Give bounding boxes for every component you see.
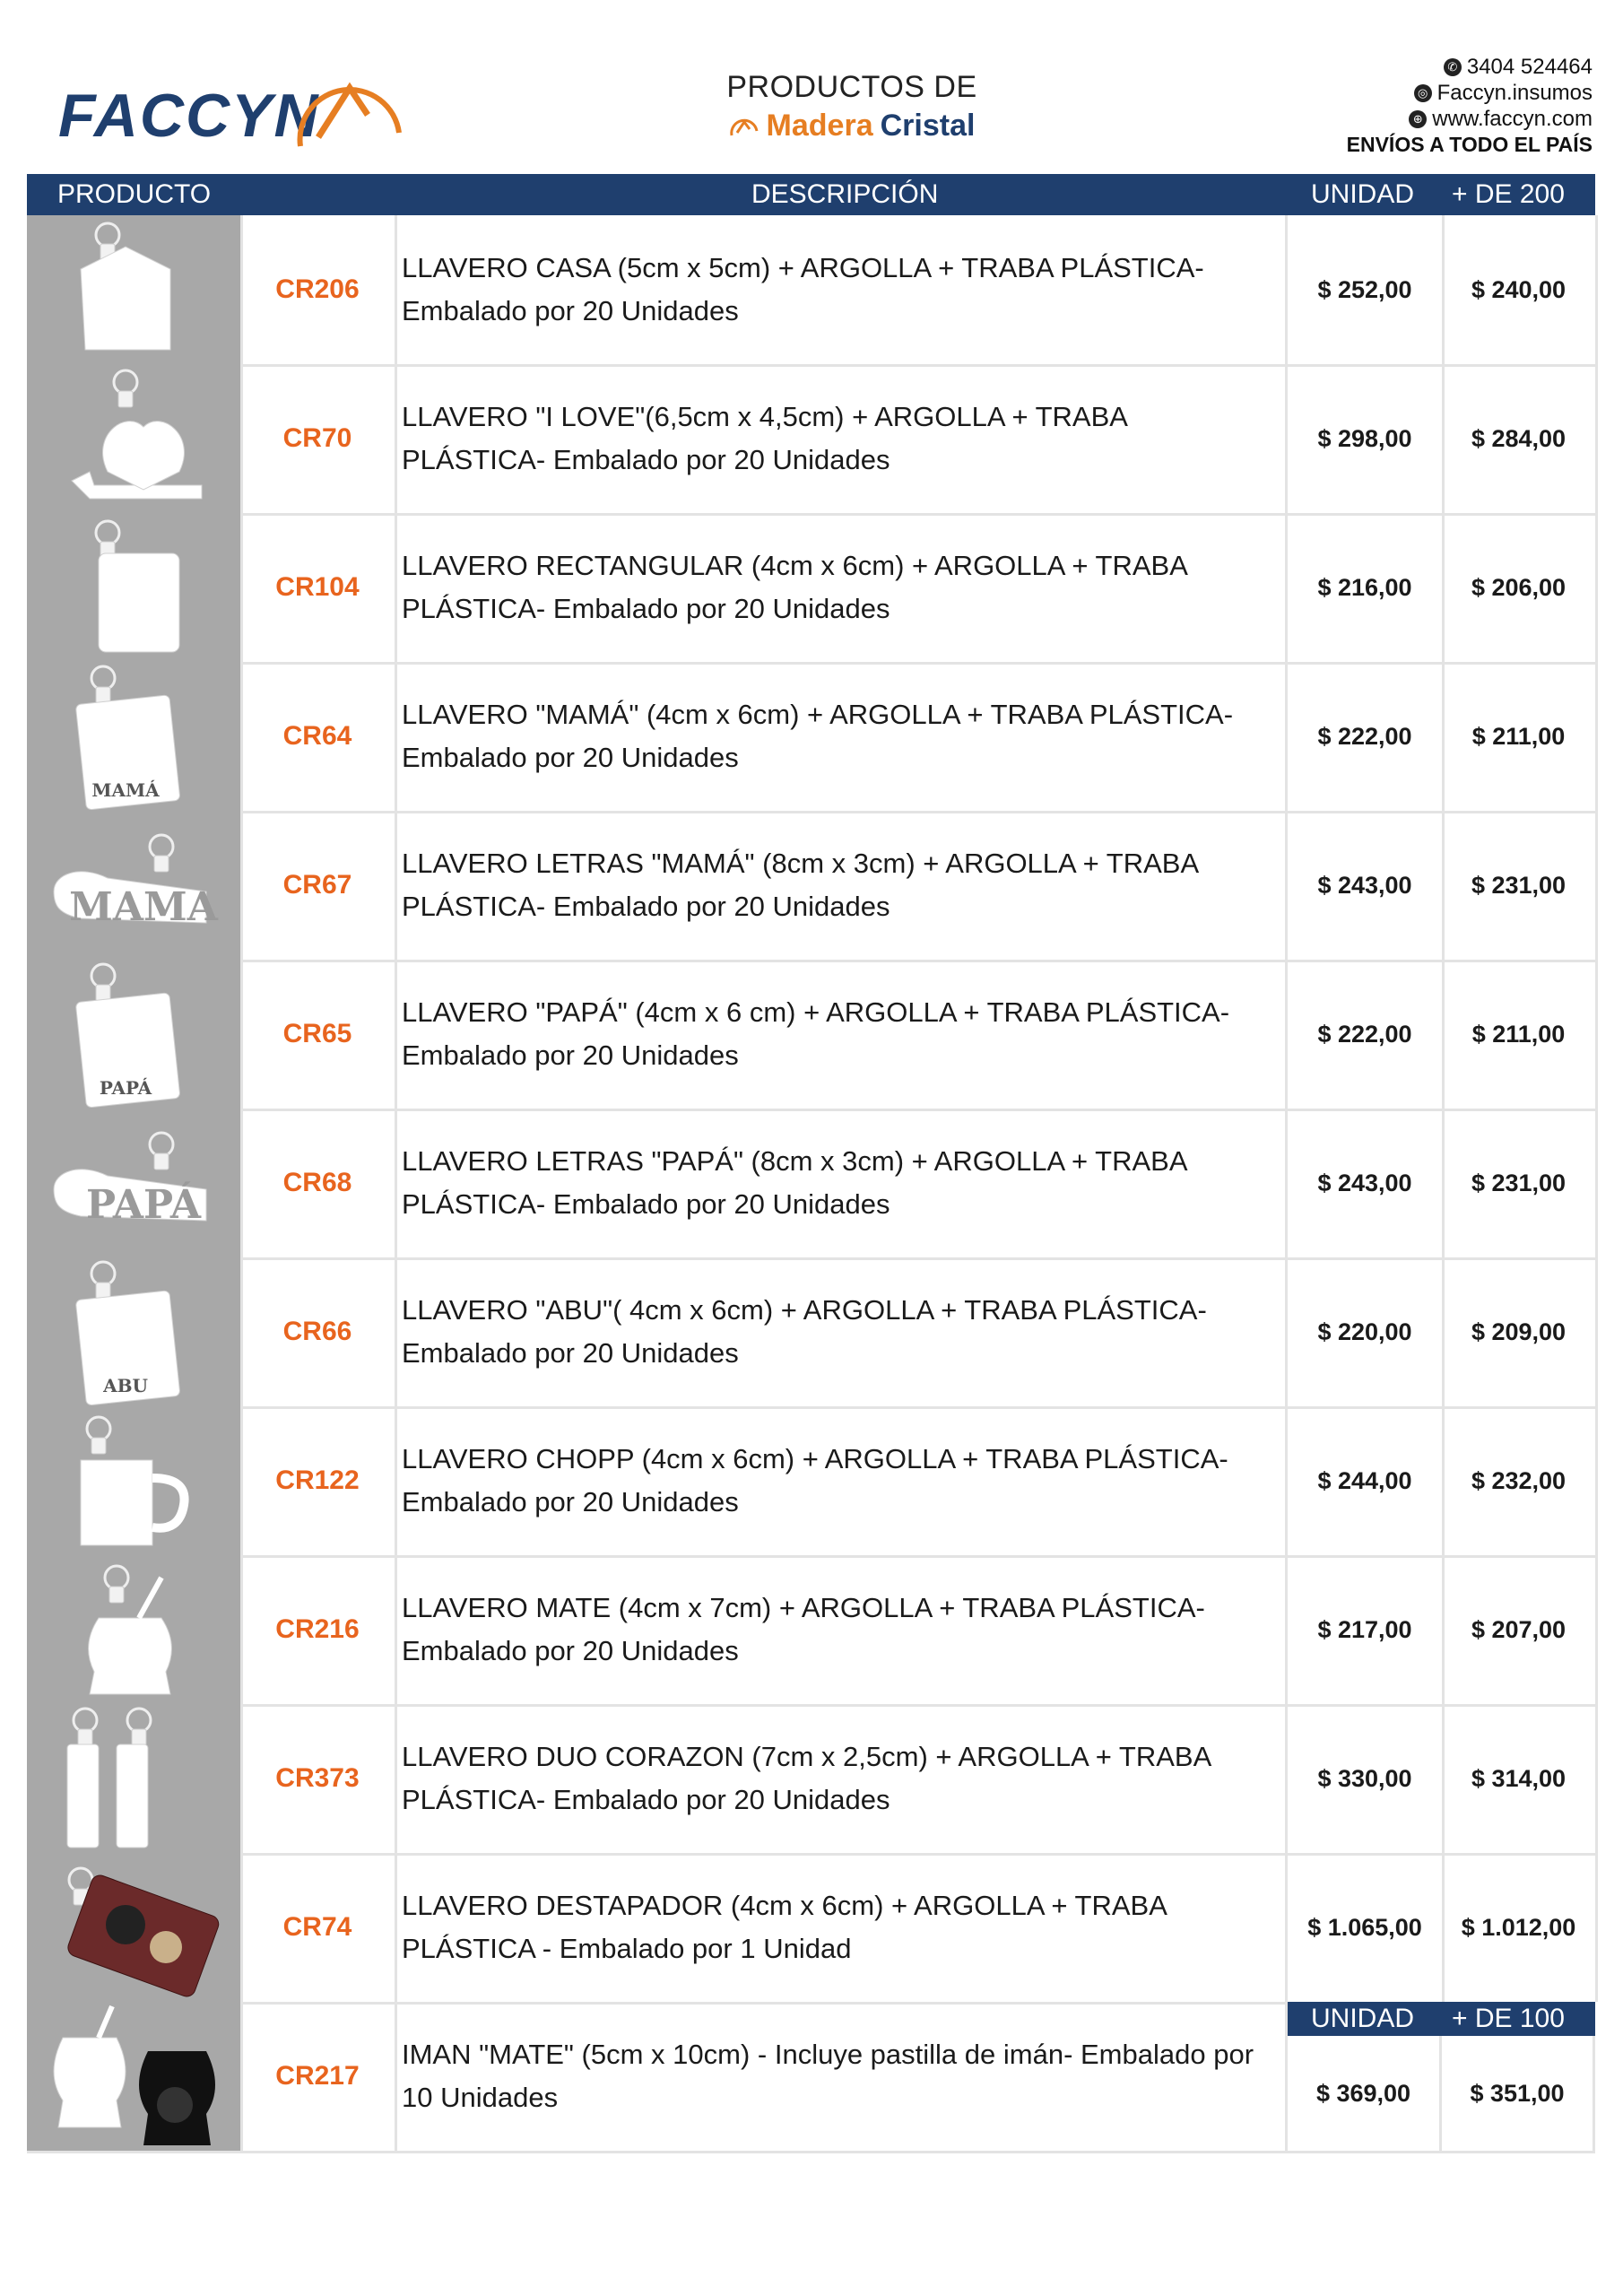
product-image xyxy=(27,2002,243,2151)
price-bulk xyxy=(1442,1406,1598,1555)
table-row xyxy=(27,1704,1595,1856)
title-madera: Madera xyxy=(766,109,873,143)
price-unit xyxy=(1288,215,1445,364)
product-code: CR373 xyxy=(240,1704,397,1853)
table-row xyxy=(27,215,1595,367)
title-line1: PRODUCTOS DE xyxy=(726,70,977,104)
instagram-icon: ◎ xyxy=(1414,84,1432,102)
product-code: CR104 xyxy=(240,513,397,662)
contact-website: www.faccyn.com xyxy=(1432,107,1593,131)
product-image xyxy=(27,364,243,513)
abu-rect-keychain-icon xyxy=(27,1257,240,1406)
price-bulk xyxy=(1442,662,1598,811)
product-description: LLAVERO "PAPÁ" (4cm x 6 cm) + ARGOLLA + TRABA PLÁSTICA- Embalado por 20 Unidades xyxy=(395,960,1288,1109)
house-keychain-icon xyxy=(27,215,240,364)
product-description: LLAVERO CHOPP (4cm x 6cm) + ARGOLLA + TRABA PLÁSTICA- Embalado por 20 Unidades xyxy=(395,1406,1288,1555)
header-mas-200: + DE 200 xyxy=(1452,179,1565,209)
price-bulk-value: $ 284,00 xyxy=(1471,424,1567,452)
table-row xyxy=(27,960,1595,1111)
price-unit-value: $ 217,00 xyxy=(1317,1615,1412,1643)
price-unit-value: $ 220,00 xyxy=(1317,1318,1412,1345)
product-image xyxy=(27,215,243,364)
contact-website-row xyxy=(1347,106,1593,132)
svg-text:MAMA: MAMA xyxy=(69,884,218,930)
product-description: LLAVERO "ABU"( 4cm x 6cm) + ARGOLLA + TRABA PLÁSTICA- Embalado por 20 Unidades xyxy=(395,1257,1288,1406)
price-bulk-value: $ 231,00 xyxy=(1471,871,1567,899)
product-code: CR65 xyxy=(240,960,397,1109)
table-row xyxy=(27,2002,1595,2153)
product-image xyxy=(27,513,243,662)
price-unit xyxy=(1288,513,1445,662)
table-header xyxy=(27,174,1595,215)
table-row xyxy=(27,1555,1595,1707)
product-description: LLAVERO CASA (5cm x 5cm) + ARGOLLA + TRABA PLÁSTICA- Embalado por 20 Unidades xyxy=(395,215,1288,364)
catalog-title xyxy=(628,70,1076,144)
price-unit xyxy=(1288,1109,1445,1257)
price-bulk-value: $ 211,00 xyxy=(1471,722,1566,750)
product-code: CR66 xyxy=(240,1257,397,1406)
price-unit-value: $ 244,00 xyxy=(1317,1466,1412,1494)
product-code: CR67 xyxy=(240,811,397,960)
price-bulk xyxy=(1442,215,1598,364)
price-unit-value: $ 330,00 xyxy=(1317,1764,1412,1792)
table-row xyxy=(27,1257,1595,1409)
contact-block xyxy=(1347,54,1593,158)
product-code: CR122 xyxy=(240,1406,397,1555)
product-image xyxy=(27,1406,243,1555)
header-unidad: UNIDAD xyxy=(1311,179,1415,209)
price-unit xyxy=(1288,811,1445,960)
price-unit-value: $ 1.065,00 xyxy=(1307,1913,1422,1941)
price-bulk-value: $ 206,00 xyxy=(1471,573,1567,601)
product-description: LLAVERO DESTAPADOR (4cm x 6cm) + ARGOLLA + TRABA PLÁSTICA - Embalado por 1 Unidad xyxy=(395,1853,1288,2002)
product-code: CR68 xyxy=(240,1109,397,1257)
product-image xyxy=(27,662,243,811)
price-bulk xyxy=(1442,811,1598,960)
table-row xyxy=(27,662,1595,813)
bottle-opener-keychain-icon xyxy=(27,1853,240,2002)
title-cristal: Cristal xyxy=(880,109,976,143)
price-bulk-value: $ 314,00 xyxy=(1471,1764,1567,1792)
price-bulk-value: $ 207,00 xyxy=(1471,1615,1567,1643)
price-unit xyxy=(1288,662,1445,811)
price-unit-value: $ 222,00 xyxy=(1317,722,1412,750)
price-unit-value: $ 222,00 xyxy=(1317,1020,1412,1048)
beer-mug-keychain-icon xyxy=(27,1406,240,1555)
product-code: CR216 xyxy=(240,1555,397,1704)
price-unit-value: $ 298,00 xyxy=(1317,424,1412,452)
papa-rect-keychain-icon xyxy=(27,960,240,1109)
table-row xyxy=(27,1109,1595,1260)
shipping-note: ENVÍOS A TODO EL PAÍS xyxy=(1346,133,1593,156)
globe-icon: ⊕ xyxy=(1409,110,1427,128)
price-bulk xyxy=(1442,1257,1598,1406)
price-bulk-value: $ 209,00 xyxy=(1471,1318,1567,1345)
mate-keychain-icon xyxy=(27,1555,240,1704)
product-image xyxy=(27,1555,243,1704)
price-bulk xyxy=(1442,1853,1598,2002)
product-image xyxy=(27,811,243,960)
header-descripcion: DESCRIPCIÓN xyxy=(751,179,939,209)
svg-text:MAMÁ: MAMÁ xyxy=(91,779,160,801)
price-unit xyxy=(1288,1853,1445,2002)
duo-heart-keychain-icon xyxy=(27,1704,240,1853)
product-description: LLAVERO "I LOVE"(6,5cm x 4,5cm) + ARGOLLA + TRABA PLÁSTICA- Embalado por 20 Unidades xyxy=(395,364,1288,513)
i-love-keychain-icon xyxy=(27,364,240,513)
contact-instagram: Faccyn.insumos xyxy=(1436,81,1593,105)
logo-arc-icon xyxy=(282,52,417,160)
product-code: CR206 xyxy=(240,215,397,364)
price-bulk xyxy=(1442,1704,1598,1853)
sub-header xyxy=(1288,2002,1595,2036)
table-row xyxy=(27,513,1595,665)
price-bulk xyxy=(1442,513,1598,662)
header-producto: PRODUCTO xyxy=(57,179,212,209)
price-unit-value: $ 243,00 xyxy=(1317,871,1412,899)
price-bulk-value: $ 232,00 xyxy=(1471,1466,1567,1494)
brand-logo xyxy=(58,52,381,169)
price-bulk xyxy=(1442,364,1598,513)
price-unit xyxy=(1288,960,1445,1109)
svg-text:PAPÁ: PAPÁ xyxy=(99,1077,152,1099)
price-unit xyxy=(1288,1704,1445,1853)
contact-instagram-row xyxy=(1347,80,1593,106)
mama-rect-keychain-icon xyxy=(27,662,240,811)
price-bulk xyxy=(1442,1555,1598,1704)
product-description: LLAVERO LETRAS "MAMÁ" (8cm x 3cm) + ARGOLLA + TRABA PLÁSTICA- Embalado por 20 Unidades xyxy=(395,811,1288,960)
product-description: IMAN "MATE" (5cm x 10cm) - Incluye pastilla de imán- Embalado por 10 Unidades xyxy=(395,2002,1288,2151)
price-unit xyxy=(1288,364,1445,513)
brand-name: FACCYN xyxy=(58,82,320,150)
sub-header-mas-100: + DE 100 xyxy=(1452,2004,1565,2033)
product-image xyxy=(27,1704,243,1853)
price-unit xyxy=(1288,1555,1445,1704)
table-row xyxy=(27,364,1595,516)
product-description: LLAVERO DUO CORAZON (7cm x 2,5cm) + ARGOLLA + TRABA PLÁSTICA- Embalado por 20 Unidades xyxy=(395,1704,1288,1853)
table-row xyxy=(27,1853,1595,2005)
price-unit-value: $ 369,00 xyxy=(1315,2079,1411,2107)
product-description: LLAVERO LETRAS "PAPÁ" (8cm x 3cm) + ARGOLLA + TRABA PLÁSTICA- Embalado por 20 Unidades xyxy=(395,1109,1288,1257)
mama-letters-keychain-icon xyxy=(27,811,240,960)
whatsapp-icon: ✆ xyxy=(1444,58,1462,76)
product-image xyxy=(27,1257,243,1406)
product-image xyxy=(27,1109,243,1257)
price-bulk xyxy=(1442,1109,1598,1257)
price-unit-value: $ 216,00 xyxy=(1317,573,1412,601)
mate-magnet-icon xyxy=(27,2002,240,2151)
product-description: LLAVERO RECTANGULAR (4cm x 6cm) + ARGOLLA + TRABA PLÁSTICA- Embalado por 20 Unidades xyxy=(395,513,1288,662)
product-description: LLAVERO "MAMÁ" (4cm x 6cm) + ARGOLLA + TRABA PLÁSTICA- Embalado por 20 Unidades xyxy=(395,662,1288,811)
madera-cristal-icon xyxy=(729,113,759,140)
price-bulk-value: $ 351,00 xyxy=(1470,2079,1565,2107)
svg-text:PAPÁ: PAPÁ xyxy=(85,1182,202,1228)
product-image xyxy=(27,960,243,1109)
papa-letters-keychain-icon xyxy=(27,1109,240,1257)
rectangle-keychain-icon xyxy=(27,513,240,662)
contact-phone-row xyxy=(1347,54,1593,80)
sub-header-unidad: UNIDAD xyxy=(1311,2004,1415,2033)
price-bulk-value: $ 231,00 xyxy=(1471,1169,1567,1196)
product-code: CR74 xyxy=(240,1853,397,2002)
title-line2 xyxy=(628,109,1076,144)
contact-phone: 3404 524464 xyxy=(1466,55,1593,79)
price-unit-value: $ 243,00 xyxy=(1317,1169,1412,1196)
price-unit xyxy=(1288,1406,1445,1555)
product-description: LLAVERO MATE (4cm x 7cm) + ARGOLLA + TRABA PLÁSTICA- Embalado por 20 Unidades xyxy=(395,1555,1288,1704)
table-row xyxy=(27,1406,1595,1558)
price-unit xyxy=(1288,1257,1445,1406)
product-code: CR70 xyxy=(240,364,397,513)
price-bulk-value: $ 211,00 xyxy=(1471,1020,1566,1048)
price-bulk-value: $ 240,00 xyxy=(1471,275,1567,303)
table-row xyxy=(27,811,1595,962)
product-image xyxy=(27,1853,243,2002)
svg-text:ABU: ABU xyxy=(103,1375,148,1396)
price-bulk xyxy=(1442,960,1598,1109)
product-code: CR217 xyxy=(240,2002,397,2151)
price-unit-value: $ 252,00 xyxy=(1317,275,1412,303)
price-bulk-value: $ 1.012,00 xyxy=(1461,1913,1576,1941)
product-code: CR64 xyxy=(240,662,397,811)
